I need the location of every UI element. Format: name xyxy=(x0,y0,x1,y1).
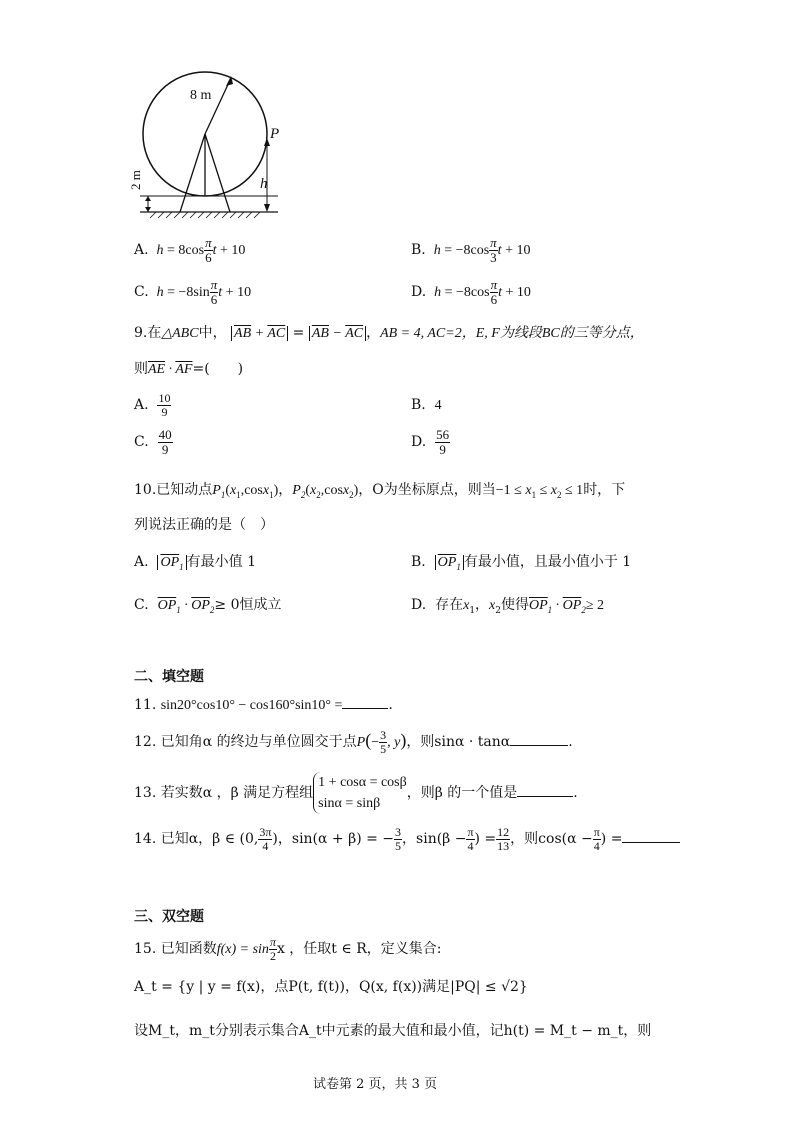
q14: 14. 已知α，β ∈ (0, $\frac{3\pi}{4}$ )，sin(α + β) = − $\frac{3}{5}$ ，sin(β − $\frac{\pi}{4}$ ) = $\frac{12}{13}$ ，则cos(α − $\frac{\pi}{4}$ ) = xyxy=(134,826,680,852)
q14-answer-blank[interactable] xyxy=(622,828,680,843)
page-footer: 试卷第 2 页，共 3 页 xyxy=(313,1077,438,1092)
ground-height-label: 2 m xyxy=(128,170,143,190)
q10-option-c[interactable]: C. $\overline{OP}_1 \cdot \overline{OP}_2\ge 0$恒成立 xyxy=(134,597,282,615)
q11-answer-blank[interactable] xyxy=(342,694,388,709)
q9-option-c[interactable]: C. $\frac{40}{9}$ xyxy=(134,427,172,457)
height-label: h xyxy=(260,176,268,192)
q15-line2: A_t = {y | y = f(x)，点P(t, f(t))，Q(x, f(x))满足|PQ| ≤ √2} xyxy=(134,979,528,995)
q10-option-a[interactable]: A. $\overline{OP}_1$ 有最小值 1 xyxy=(134,554,256,572)
q10-option-b[interactable]: B. $\overline{OP}_1$ 有最小值，且最小值小于 1 xyxy=(411,554,632,572)
q10-option-d[interactable]: D. 存在$x_1$，$x_2$使得$\overline{OP}_1 \cdot \overline{OP}_2\ge 2$ xyxy=(411,597,605,616)
section-double-blank-title: 三、双空题 xyxy=(134,909,204,925)
q10-stem-line1: 10.已知动点$P_1(x_1,\cos x_1)$，$P_2(x_2,\cos x_2)$，O为坐标原点，则当$-1 \le x_1 \le x_2 \le 1$时，下 xyxy=(134,482,626,500)
q9-stem-line2: 则$\overline{AE} \cdot \overline{AF}=$( ) xyxy=(134,361,244,377)
q15-line3: 设M_t，m_t分别表示集合A_t中元素的最大值和最小值，记h(t) = M_t − m_t，则 xyxy=(134,1023,652,1039)
q11: 11. sin20°cos10° − cos160°sin10° = . xyxy=(134,694,393,714)
q8-option-b[interactable]: B. h = −8cos $\frac{\pi}{3}$ t + 10 xyxy=(411,235,531,265)
q13: 13. 若实数α ，β 满足方程组 1 + cosα = cosβ sinα = sinβ ，则β 的一个值是 . xyxy=(134,772,578,814)
point-label: P xyxy=(270,126,280,142)
q8-option-a[interactable]: A. h = 8cos $\frac{\pi}{6}$ t + 10 xyxy=(134,235,246,265)
q8-option-d[interactable]: D. h = −8cos $\frac{\pi}{6}$ t + 10 xyxy=(411,277,531,307)
q9-option-d[interactable]: D. $\frac{56}{9}$ xyxy=(411,427,450,457)
q13-answer-blank[interactable] xyxy=(517,782,573,797)
q10-stem-line2: 列说法正确的是（ ） xyxy=(134,517,274,533)
q8-option-c[interactable]: C. h = −8sin $\frac{\pi}{6}$ t + 10 xyxy=(134,277,252,307)
q9-stem-line1: 9.在△ABC中， $\overline{AB} + \overline{AC} = \overline{AB} - \overline{AC}$ ，AB = 4, AC=2，E, F为线段BC的三等分点， xyxy=(134,325,644,341)
q15-line1: 15. 已知函数f(x) = sin $\frac{\pi}{2}$ x ，任取t ∈ R，定义集合: xyxy=(134,935,442,963)
q9-option-a[interactable]: A. $\frac{10}{9}$ xyxy=(134,391,171,419)
radius-label: 8 m xyxy=(190,88,212,103)
q12: 12. 已知角α 的终边与单位圆交于点P(− $\frac{3}{5}$ , y)，则sinα · tanα . xyxy=(134,728,573,756)
q9-option-b[interactable]: B. 4 xyxy=(411,397,442,413)
q12-answer-blank[interactable] xyxy=(510,731,568,746)
section-fill-in-title: 二、填空题 xyxy=(134,669,204,685)
